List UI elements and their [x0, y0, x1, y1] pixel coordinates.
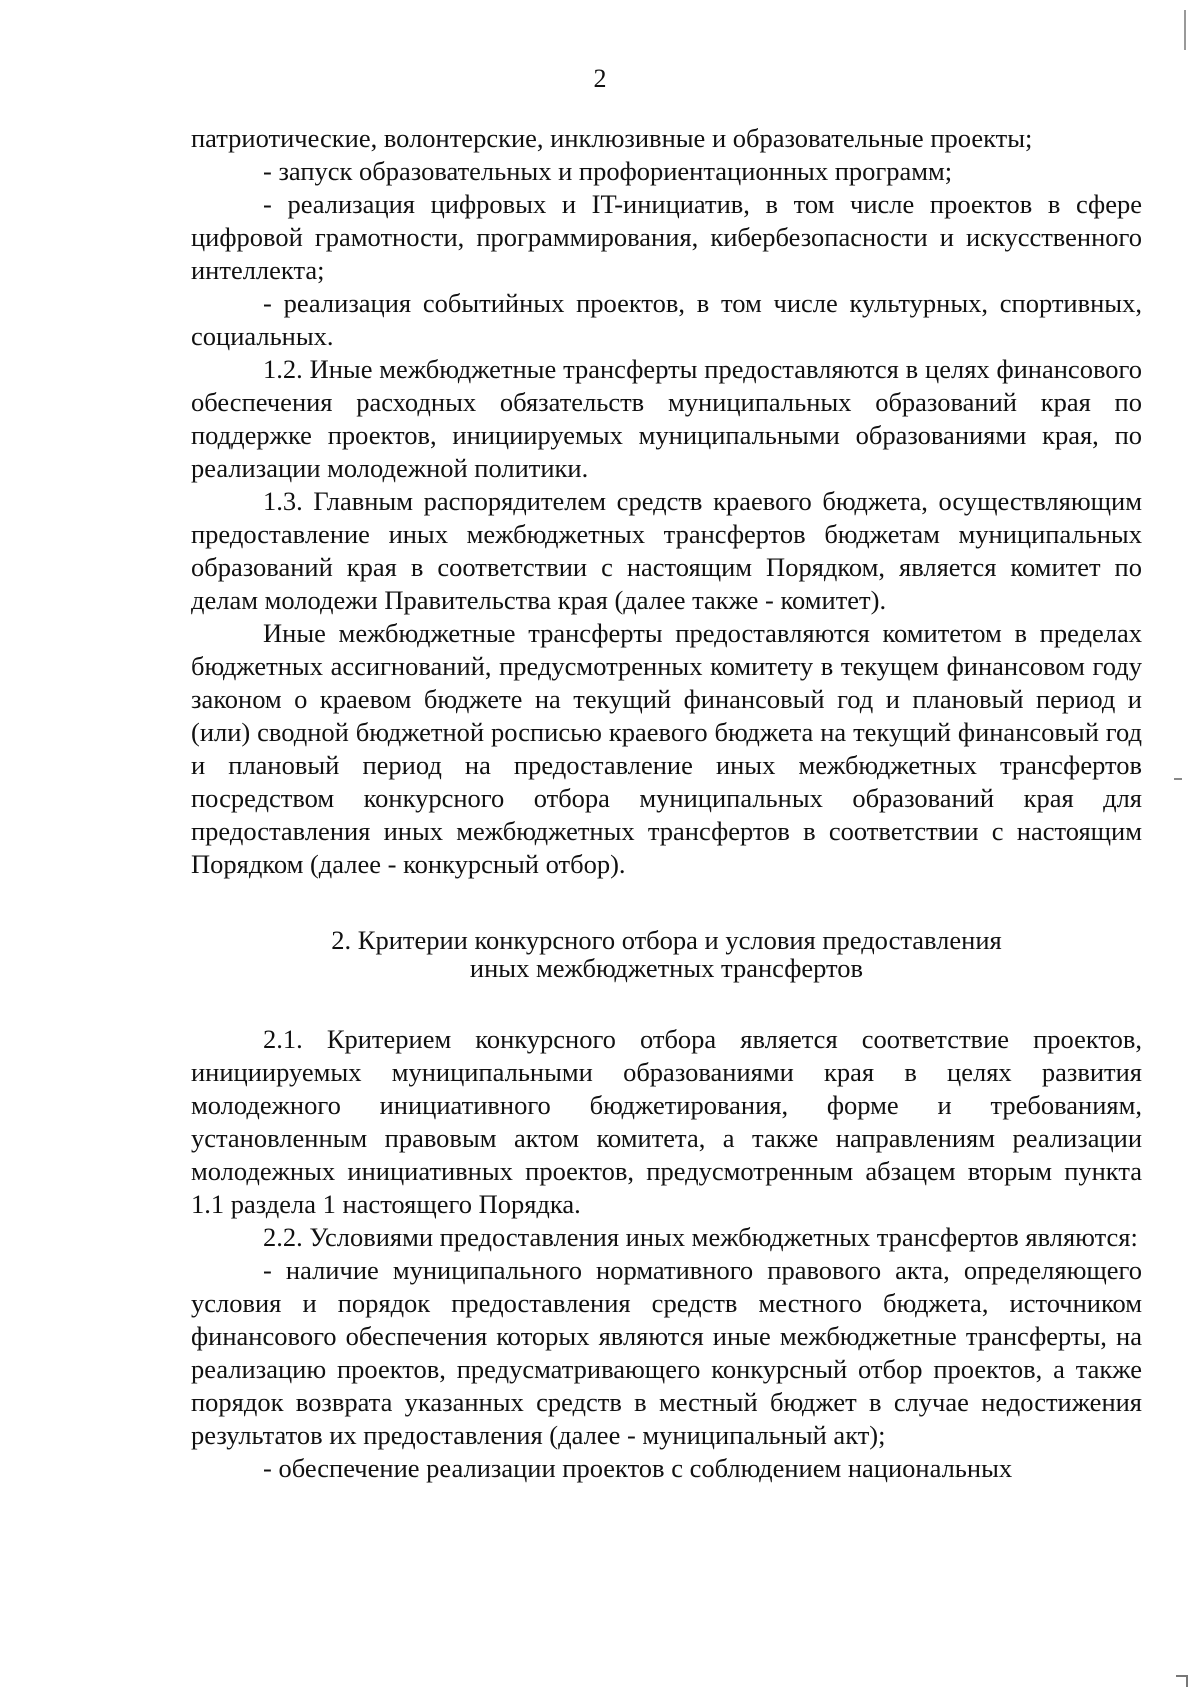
- paragraph: 2.2. Условиями предоставления иных межбюджетных трансфертов являются:: [263, 1222, 1138, 1252]
- paragraph: 1.3. Главным распорядителем средств краевого бюджета, осуществляющим предоставление иных межбюджетных трансфертов бюджетам муниципальных образований края в соответствии с настоящим Порядком, является комитет по делам молодежи Правительства края (далее также - комитет).: [191, 486, 1142, 615]
- paragraph: 1.2. Иные межбюджетные трансферты предоставляются в целях финансового обеспечения расходных обязательств муниципальных образований края по поддержке проектов, инициируемых муниципальными образованиями края, по реализации молодежной политики.: [191, 354, 1142, 483]
- page-number: 2: [593, 64, 607, 93]
- paragraph: - реализация цифровых и IT-инициатив, в том числе проектов в сфере цифровой грамотности, программирования, кибербезопасности и искусственного интеллекта;: [191, 189, 1142, 285]
- scan-edge-mark-top: [1184, 10, 1186, 50]
- paragraphs-section-2: [191, 1023, 1142, 1485]
- section-heading: [191, 926, 1142, 982]
- paragraph: - наличие муниципального нормативного правового акта, определяющего условия и порядок предоставления средств местного бюджета, источником финансового обеспечения которых являются иные межбюджетные трансферты, на реализацию проектов, предусматривающего конкурсный отбор проектов, а также порядок возврата указанных средств в местный бюджет в случае недостижения результатов их предоставления (далее - муниципальный акт);: [191, 1255, 1142, 1450]
- paragraph: - реализация событийных проектов, в том числе культурных, спортивных, социальных.: [191, 288, 1142, 351]
- paragraphs-section-1: [191, 122, 1142, 881]
- paragraph: патриотические, волонтерские, инклюзивные и образовательные проекты;: [191, 123, 1033, 153]
- paragraph: - запуск образовательных и профориентационных программ;: [263, 156, 953, 186]
- section-heading-line-2: иных межбюджетных трансфертов: [469, 953, 864, 983]
- scan-edge-mark-bottom: [1176, 1675, 1188, 1687]
- paragraph: Иные межбюджетные трансферты предоставляются комитетом в пределах бюджетных ассигнований, предусмотренных комитету в текущем финансовом году законом о краевом бюджете на текущий финансовый год и плановый период и (или) сводной бюджетной росписью краевого бюджета на текущий финансовый год и плановый период на предоставление иных межбюджетных трансфертов посредством конкурсного отбора муниципальных образований края для предоставления иных межбюджетных трансфертов в соответствии с настоящим Порядком (далее - конкурсный отбор).: [191, 618, 1142, 879]
- section-heading-line-1: 2. Критерии конкурсного отбора и условия предоставления: [331, 925, 1002, 955]
- scan-edge-mark-middle: [1174, 778, 1182, 780]
- paragraph: - обеспечение реализации проектов с соблюдением национальных: [263, 1453, 1013, 1483]
- paragraph: 2.1. Критерием конкурсного отбора является соответствие проектов, инициируемых муниципальными образованиями края в целях развития молодежного инициативного бюджетирования, форме и требованиям, установленным правовым актом комитета, а также направлениям реализации молодежных инициативных проектов, предусмотренным абзацем вторым пункта 1.1 раздела 1 настоящего Порядка.: [191, 1024, 1142, 1219]
- document-body: [191, 122, 1142, 1485]
